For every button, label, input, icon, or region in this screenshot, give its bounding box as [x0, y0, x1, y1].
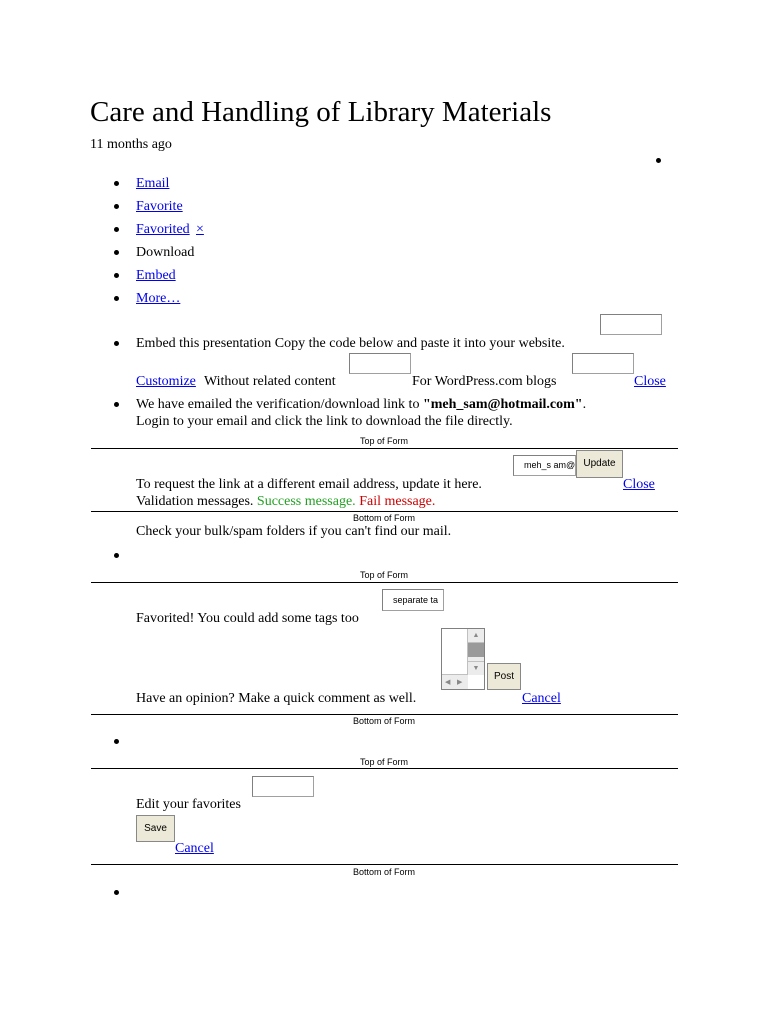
fav-cancel-link[interactable]: Cancel: [522, 691, 561, 706]
email-address: "meh_sam@hotmail.com": [422, 397, 583, 412]
edit-favorites-field[interactable]: [252, 776, 314, 797]
bullet: [114, 553, 119, 558]
embed-link[interactable]: Embed: [136, 268, 176, 283]
scroll-right-icon[interactable]: ▶: [457, 678, 463, 686]
success-message: Success message.: [256, 494, 356, 509]
bullet: [114, 296, 119, 301]
scroll-left-icon[interactable]: ◀: [445, 678, 451, 686]
without-related-label: Without related content: [204, 374, 336, 389]
validation-messages: [136, 494, 435, 510]
save-button[interactable]: Save: [136, 815, 175, 842]
email-input[interactable]: meh_s am@: [513, 455, 576, 476]
bullet: [114, 204, 119, 209]
embed-instructions: Embed this presentation Copy the code below and paste it into your website.: [136, 336, 565, 351]
validation-prefix: Validation messages.: [136, 494, 257, 509]
bullet: [114, 402, 119, 407]
customize-link[interactable]: Customize: [136, 374, 196, 389]
request-link-text: To request the link at a different email address, update it here.: [136, 477, 482, 492]
horizontal-scrollbar[interactable]: [442, 674, 468, 689]
scroll-up-icon[interactable]: ▲: [468, 629, 484, 643]
wordpress-label: For WordPress.com blogs: [412, 374, 557, 389]
bottom-of-form-label: Bottom of Form: [352, 716, 415, 726]
email-link[interactable]: Email: [136, 176, 170, 191]
update-button[interactable]: Update: [576, 450, 623, 478]
tags-placeholder: separate ta: [393, 595, 439, 605]
bullet: [114, 739, 119, 744]
spam-note: Check your bulk/spam folders if you can't find our mail.: [136, 524, 452, 539]
without-related-checkbox-field[interactable]: [349, 353, 411, 374]
vertical-scrollbar[interactable]: [467, 629, 484, 675]
top-of-form-label: Top of Form: [359, 436, 408, 446]
more-link[interactable]: More…: [136, 291, 181, 306]
bullet: [114, 181, 119, 186]
form-divider: [91, 768, 678, 769]
form-divider: [91, 864, 678, 865]
page-title: Care and Handling of Library Materials: [90, 96, 552, 128]
scroll-down-icon[interactable]: ▼: [468, 661, 484, 675]
favorite-link[interactable]: Favorite: [136, 199, 183, 214]
form-divider: [91, 714, 678, 715]
bullet: [114, 273, 119, 278]
comment-textarea[interactable]: [441, 628, 485, 690]
bottom-of-form-label: Bottom of Form: [352, 867, 415, 877]
scroll-thumb[interactable]: [468, 643, 484, 657]
tags-input[interactable]: [382, 589, 444, 611]
bottom-of-form-label: Bottom of Form: [352, 513, 415, 523]
email-sent-prefix: We have emailed the verification/download link to: [136, 397, 423, 412]
email-sent-suffix: .: [582, 397, 587, 412]
embed-code-field[interactable]: [600, 314, 662, 335]
edit-favorites-label: Edit your favorites: [136, 797, 241, 812]
form-divider: [91, 448, 678, 449]
bullet: [114, 341, 119, 346]
email-login-instructions: Login to your email and click the link to download the file directly.: [136, 414, 513, 429]
bullet: [114, 250, 119, 255]
email-form-close-link[interactable]: Close: [623, 477, 655, 492]
bullet: [656, 158, 661, 163]
favorited-link[interactable]: Favorited: [136, 222, 190, 237]
form-divider: [91, 511, 678, 512]
edit-cancel-link[interactable]: Cancel: [175, 841, 214, 856]
email-sent-message: [136, 397, 586, 413]
comment-prompt: Have an opinion? Make a quick comment as well.: [136, 691, 417, 706]
embed-close-link[interactable]: Close: [634, 374, 666, 389]
form-divider: [91, 582, 678, 583]
favorited-message: Favorited! You could add some tags too: [136, 611, 359, 626]
bullet: [114, 227, 119, 232]
unfavorite-link[interactable]: ×: [196, 222, 204, 237]
download-label[interactable]: Download: [136, 245, 195, 260]
top-of-form-label: Top of Form: [359, 757, 408, 767]
top-of-form-label: Top of Form: [359, 570, 408, 580]
wordpress-checkbox-field[interactable]: [572, 353, 634, 374]
fail-message: Fail message.: [359, 494, 436, 509]
time-ago: 11 months ago: [90, 137, 172, 152]
post-button[interactable]: Post: [487, 663, 521, 690]
bullet: [114, 890, 119, 895]
